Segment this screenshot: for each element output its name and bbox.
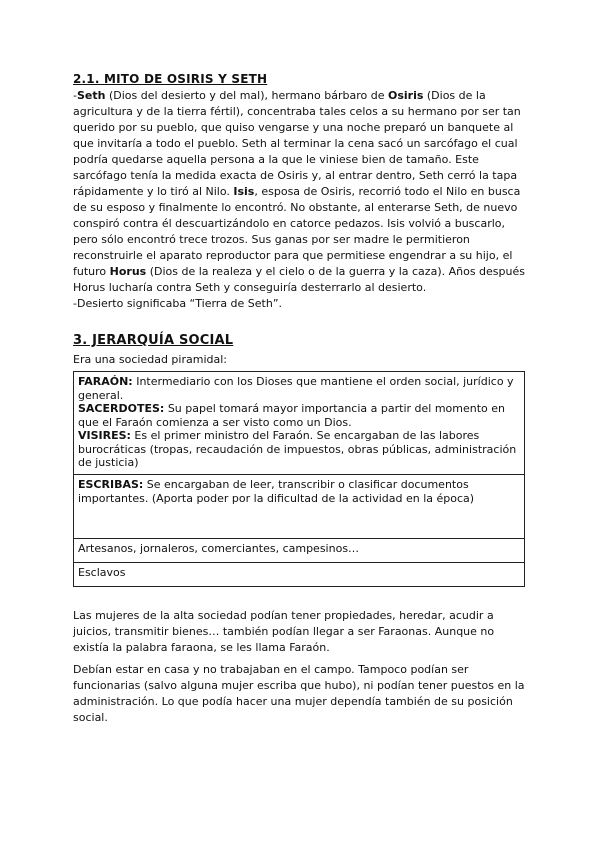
paragraph-mujeres-2: Debían estar en casa y no trabajaban en el campo. Tampoco podían ser funcionarias (salvo alguna mujer escriba que hubo), ni podían tener puestos en la administración. Lo que podía hacer una mujer dependía también de su posición social. — [73, 663, 525, 724]
bold-isis: Isis — [233, 185, 255, 198]
table-row — [74, 563, 525, 587]
social-pyramid-table — [73, 371, 525, 587]
table-row — [74, 475, 525, 539]
bold-seth: Seth — [76, 89, 106, 102]
label-faraon: FARAÓN: — [78, 375, 133, 388]
table-cell-esclavos: Esclavos — [74, 563, 525, 587]
label-sacerdotes: SACERDOTES: — [78, 402, 165, 415]
bold-osiris: Osiris — [387, 89, 424, 102]
section-title-jerarquia: 3. JERARQUÍA SOCIAL — [73, 333, 234, 348]
label-visires: VISIRES: — [78, 429, 131, 442]
table-row — [74, 372, 525, 475]
paragraph-mujeres-1: Las mujeres de la alta sociedad podían tener propiedades, heredar, acudir a juicios, transmitir bienes… también podían llegar a ser Faraonas. Aunque no existía la palabra faraona, se les llama Faraón. — [73, 609, 495, 654]
bold-horus: Horus — [109, 265, 147, 278]
table-cell-elite: FARAÓN: Intermediario con los Dioses que mantiene el orden social, jurídico y general. SACERDOTES: Su papel tomará mayor importancia a partir del momento en que el Faraón comienza a ser visto como un Dios. VISIRES: Es el primer ministro del Faraón. Se encargaban de las labores burocráticas (tropas, recaudación de impuestos, obras públicas, administración de justicia) — [74, 372, 525, 475]
paragraph-mito: -Seth (Dios del desierto y del mal), hermano bárbaro de Osiris (Dios de la agricultura y de la tierra fértil), concentraba tales celos a su hermano por ser tan querido por su pueblo, que quiso vengarse y una noche preparó un banquete al que invitaría a todo el pueblo. Seth al terminar la cena sacó un sarcófago el cual podría quedarse aquella persona a la que le viniese bien de tamaño. Este sarcófago tenía la medida exacta de Osiris y, al entrar dentro, Seth cerró la tapa rápidamente y lo tiró al Nilo. Isis, esposa de Osiris, recorrió todo el Nilo en busca de su esposo y finalmente lo encontró. No obstante, al enterarse Seth, de nuevo conspiró contra él descuartizándolo en catorce pedazos. Isis volvió a buscarlo, pero sólo encontró trece trozos. Sus ganas por ser madre le permitieron reconstruirle el aparato reproductor para que permitiese engendrar a su hijo, el futuro Horus (Dios de la realeza y el cielo o de la guerra y la caza). Años después Horus lucharía contra Seth y conseguiría desterrarlo al desierto. — [73, 89, 525, 294]
label-escribas: ESCRIBAS: — [78, 478, 144, 491]
section-title-mito: 2.1. MITO DE OSIRIS Y SETH — [73, 72, 268, 86]
table-row — [74, 539, 525, 563]
paragraph-intro: Era una sociedad piramidal: — [73, 353, 227, 366]
paragraph-desierto: -Desierto significaba “Tierra de Seth”. — [73, 297, 283, 310]
table-cell-artesanos: Artesanos, jornaleros, comerciantes, campesinos… — [74, 539, 525, 563]
document-page — [73, 70, 531, 726]
table-cell-escribas: ESCRIBAS: Se encargaban de leer, transcribir o clasificar documentos importantes. (Aporta poder por la dificultad de la actividad en la época) — [74, 475, 525, 539]
